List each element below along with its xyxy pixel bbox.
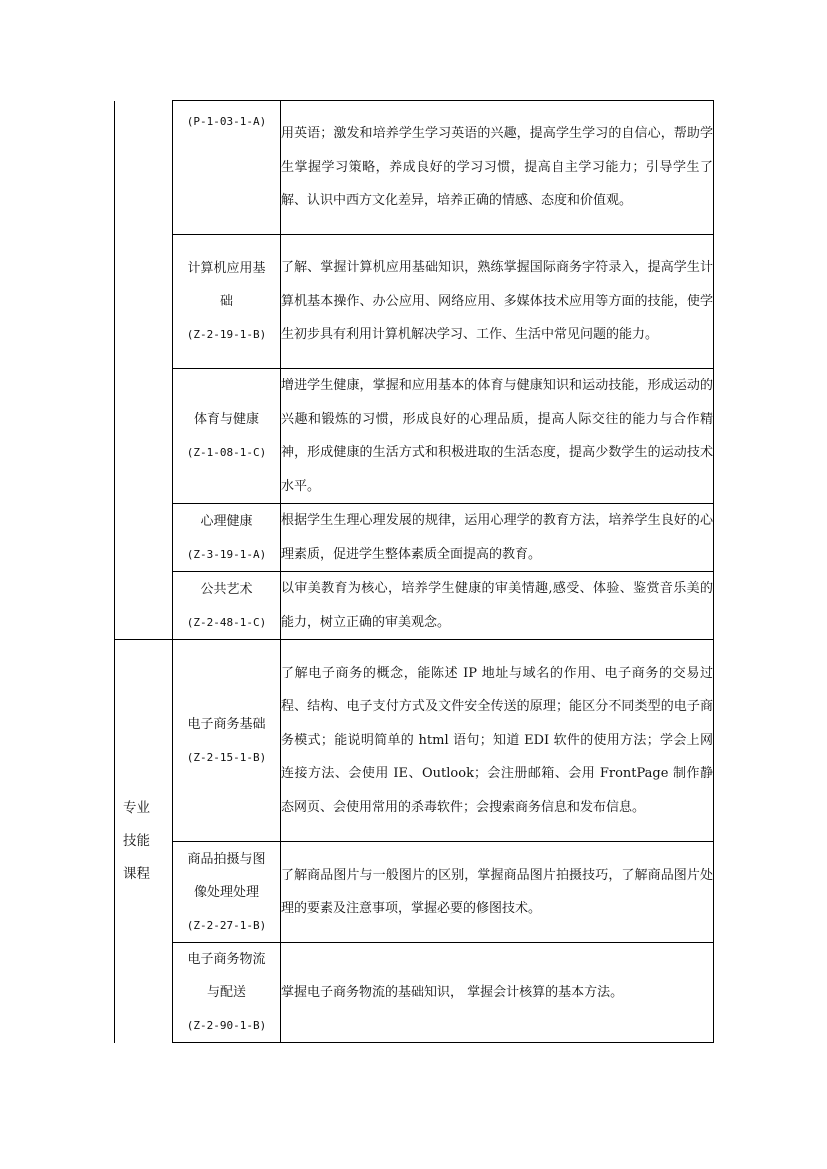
course-code: (Z-2-90-1-B) [186,1019,267,1032]
table-row [115,504,714,572]
table-row [115,943,714,1043]
course-code: (Z-2-48-1-C) [186,615,267,629]
course-description: 根据学生生理心理发展的规律，运用心理学的教育方法，培养学生良好的心理素质，促进学生整体素质全面提高的教育。 [281,504,714,572]
course-description: 以审美教育为核心，培养学生健康的审美情趣,感受、体验、鉴赏音乐美的能力，树立正确的审美观念。 [281,572,714,640]
course-code: (Z-2-15-1-B) [186,750,267,764]
category-label-line: 技能 [123,832,150,849]
course-name-line: 电子商务物流 [187,952,266,967]
course-code: (Z-2-27-1-B) [186,918,267,932]
course-description: 了解、掌握计算机应用基础知识，熟练掌握国际商务字符录入，提高学生计算机基本操作、办公应用、网络应用、多媒体技术应用等方面的技能，使学生初步具有利用计算机解决学习、工作、生活中常见问题的能力。 [281,235,714,369]
course-description: 掌握电子商务物流的基础知识， 掌握会计核算的基本方法。 [281,943,714,1043]
course-code: (Z-1-08-1-C) [186,446,267,459]
table-row [115,369,714,504]
table-row [115,842,714,943]
course-description: 增进学生健康，掌握和应用基本的体育与健康知识和运动技能，形成运动的兴趣和锻炼的习惯，形成良好的心理品质，提高人际交往的能力与合作精神，形成健康的生活方式和积极进取的生活态度，提高少数学生的运动技术水平。 [281,369,714,504]
course-name-line: 像处理处理 [193,884,259,900]
course-table [114,100,714,1043]
course-code: (P-1-03-1-A) [186,115,267,128]
course-name-line: 心理健康 [200,513,253,529]
course-description: 了解商品图片与一般图片的区别，掌握商品图片拍摄技巧，了解商品图片处理的要素及注意事项，掌握必要的修图技术。 [281,842,714,943]
category-label-line: 专业 [123,799,150,816]
course-name-cell [173,842,281,943]
course-name-line: 体育与健康 [193,412,259,427]
course-name-line: 础 [219,294,233,309]
table-row [115,640,714,842]
course-name-line: 公共艺术 [200,581,253,597]
course-code: (Z-2-19-1-B) [186,328,267,341]
course-name-cell [173,101,281,235]
course-name-line: 商品拍摄与图 [187,851,266,867]
course-description: 了解电子商务的概念，能陈述 IP 地址与域名的作用、电子商务的交易过程、结构、电子支付方式及文件安全传送的原理；能区分不同类型的电子商务模式；能说明简单的 html 语句；知道 EDI 软件的使用方法；学会上网连接方法、会使用 IE、Outlook；会注册邮箱、会用 FrontPage 制作静态网页、会使用常用的杀毒软件；会搜索商务信息和发布信息。 [281,640,714,842]
course-name-cell [173,235,281,369]
course-name-line: 计算机应用基 [187,261,266,276]
table-row [115,235,714,369]
category-cell-general [115,101,173,640]
category-label [115,792,172,891]
category-label-line: 课程 [123,865,150,882]
course-code: (Z-3-19-1-A) [186,547,267,561]
course-description: 用英语；激发和培养学生学习英语的兴趣，提高学生学习的自信心，帮助学生掌握学习策略，养成良好的学习习惯，提高自主学习能力；引导学生了解、认识中西方文化差异，培养正确的情感、态度和价值观。 [281,101,714,235]
course-name-cell [173,640,281,842]
table-row [115,572,714,640]
course-name-cell [173,572,281,640]
course-name-cell [173,369,281,504]
course-name-cell [173,943,281,1043]
course-name-line: 电子商务基础 [187,716,266,732]
course-name-cell [173,504,281,572]
table-row [115,101,714,235]
category-cell-professional [115,640,173,1043]
course-name-line: 与配送 [206,985,246,1000]
